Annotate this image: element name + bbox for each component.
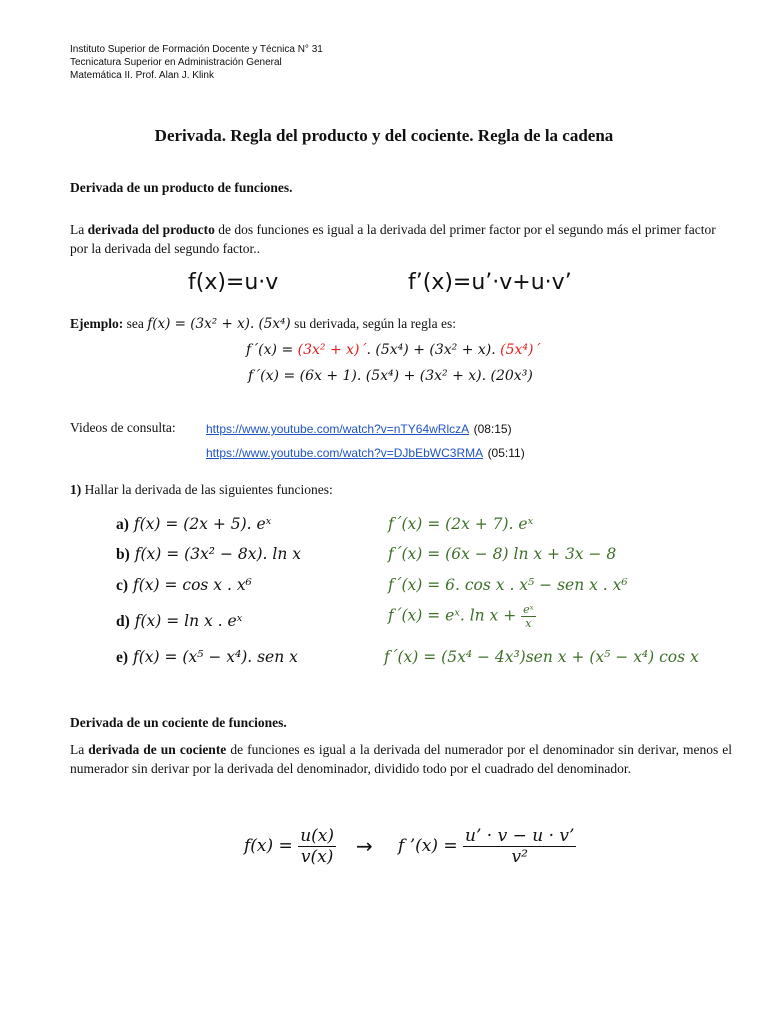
exercise-item-b: b) f(x) = (3x² − 8x). ln x bbox=[116, 545, 301, 563]
arrow-icon: → bbox=[356, 834, 373, 858]
example-step-2: f´(x) = (6x + 1). (5x⁴) + (3x² + x). (20x³) bbox=[248, 368, 533, 384]
exercise-item-a: a) f(x) = (2x + 5). eˣ bbox=[116, 515, 272, 533]
quotient-rule-formula: f(x) = $\frac{u(x)}{v(x)}$ bbox=[244, 826, 335, 867]
exercise-item-c: c) f(x) = cos x . x⁶ bbox=[116, 576, 252, 594]
video-link-2-url[interactable]: https://www.youtube.com/watch?v=DJbEbWC3RMA bbox=[206, 446, 484, 460]
product-heading: Derivada de un producto de funciones. bbox=[70, 180, 293, 195]
videos-label: Videos de consulta: bbox=[70, 420, 176, 435]
course-line: Matemática II. Prof. Alan J. Klink bbox=[70, 70, 214, 81]
answer-a: f´(x) = (2x + 7). eˣ bbox=[388, 515, 534, 533]
quotient-heading: Derivada de un cociente de funciones. bbox=[70, 715, 287, 730]
exercise-prompt: 1) Hallar la derivada de las siguientes funciones: bbox=[70, 482, 333, 497]
answer-b: f´(x) = (6x − 8) ln x + 3x − 8 bbox=[388, 545, 617, 563]
answer-e: f´(x) = (5x⁴ − 4x³)sen x + (x⁵ − x⁴) cos x bbox=[384, 648, 699, 666]
product-derivative-formula: f’(x)=u’·v+u·v’ bbox=[408, 270, 572, 295]
product-rule-formula: f(x)=u·v bbox=[188, 270, 279, 295]
exercise-item-e: e) f(x) = (x⁵ − x⁴). sen x bbox=[116, 648, 298, 666]
video-link-1-url[interactable]: https://www.youtube.com/watch?v=nTY64wRlczA bbox=[206, 422, 470, 436]
answer-c: f´(x) = 6. cos x . x⁵ − sen x . x⁶ bbox=[388, 576, 628, 594]
page-title: Derivada. Regla del producto y del cociente. Regla de la cadena bbox=[154, 126, 614, 145]
video-link-1 bbox=[206, 420, 512, 438]
video-link-1-duration: (08:15) bbox=[473, 422, 512, 436]
quotient-fraction: $\frac{u(x)}{v(x)}$ bbox=[300, 826, 335, 867]
video-link-2 bbox=[206, 444, 525, 462]
exercise-item-d: d) f(x) = ln x . eˣ bbox=[116, 612, 243, 630]
example-step-1: f´(x) = (3x² + x)´. (5x⁴) + (3x² + x). (5x⁴)´ bbox=[246, 342, 541, 358]
institution-line: Instituto Superior de Formación Docente y Técnica N° 31 bbox=[70, 44, 323, 55]
example-line: Ejemplo: sea f(x) = (3x² + x). (5x⁴) su derivada, según la regla es: bbox=[70, 316, 457, 332]
answer-d-fraction: $\frac{\text{eˣ}}{x}$ bbox=[523, 603, 534, 630]
product-intro: La derivada del producto de dos funciones es igual a la derivada del primer factor por el segundo más el primer factor por la derivada del segundo factor.. bbox=[70, 222, 716, 256]
quotient-intro: La derivada de un cociente de funciones es igual a la derivada del numerador por el denominador sin derivar, menos el numerador sin derivar por la derivada del denominador, dividido todo por el cuadrado del denominador. bbox=[70, 742, 732, 776]
quotient-derivative-formula: f ’(x) = $\frac{u’ \cdot v - u \cdot v’}{\text{v²}}$ bbox=[398, 826, 575, 867]
quotient-derivative-fraction: $\frac{u’ \cdot v - u \cdot v’}{\text{v²}}$ bbox=[465, 826, 575, 867]
answer-d: f´(x) = eˣ. ln x + $\frac{\text{eˣ}}{x}$ bbox=[388, 603, 534, 630]
program-line: Tecnicatura Superior en Administración General bbox=[70, 57, 282, 68]
video-link-2-duration: (05:11) bbox=[487, 446, 525, 460]
